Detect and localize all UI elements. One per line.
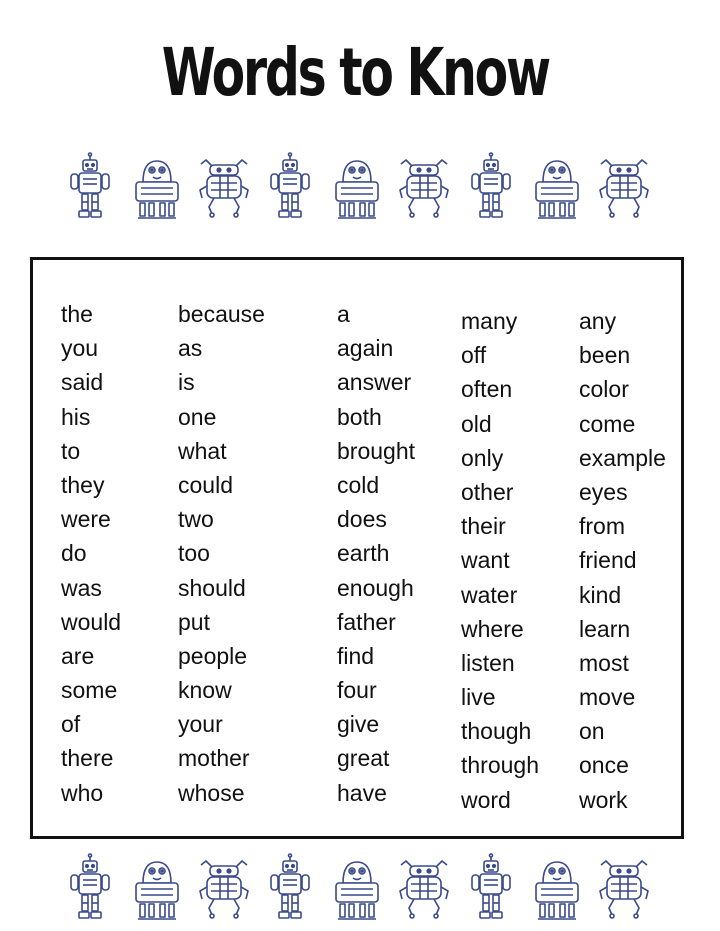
tall-robot-icon — [529, 853, 585, 925]
word: learn — [579, 615, 631, 642]
word: word — [461, 786, 511, 813]
word: any — [579, 308, 617, 334]
word: brought — [337, 437, 416, 464]
spider-robot-icon — [596, 853, 652, 925]
word: father — [337, 608, 396, 635]
word: do — [61, 540, 87, 567]
tall-robot-icon — [129, 152, 185, 224]
page-title: Words to Know — [161, 34, 549, 111]
word-column-5 — [579, 304, 666, 817]
word: friend — [579, 547, 637, 574]
word: enough — [337, 574, 414, 601]
word: only — [461, 444, 504, 471]
word-column-4 — [461, 304, 539, 817]
word: their — [461, 513, 506, 540]
word: said — [61, 369, 104, 396]
word: some — [61, 677, 118, 704]
word: though — [461, 718, 532, 745]
standing-robot-icon — [463, 152, 519, 224]
word: often — [461, 376, 513, 403]
spider-robot-icon — [596, 152, 652, 224]
word: other — [461, 478, 514, 505]
tall-robot-icon — [329, 152, 385, 224]
word: because — [178, 301, 265, 327]
word: answer — [337, 369, 412, 396]
standing-robot-icon — [262, 853, 318, 925]
word: on — [579, 718, 605, 745]
word: would — [61, 608, 122, 635]
tall-robot-icon — [329, 853, 385, 925]
word: is — [178, 369, 195, 396]
standing-robot-icon — [463, 853, 519, 925]
word-column-1 — [61, 297, 121, 810]
word: color — [579, 376, 629, 403]
word-column-2 — [178, 297, 265, 810]
word: live — [461, 684, 496, 711]
word: of — [61, 711, 81, 738]
word: again — [337, 335, 394, 362]
word: work — [579, 786, 628, 813]
word: listen — [461, 649, 515, 676]
word: the — [61, 301, 93, 327]
word: through — [461, 752, 540, 779]
word: once — [579, 752, 629, 779]
word: most — [579, 649, 629, 676]
word: water — [461, 581, 518, 608]
word: have — [337, 779, 387, 806]
word: what — [178, 437, 227, 464]
word-list-box — [30, 257, 684, 839]
word: his — [61, 403, 91, 430]
word: where — [461, 615, 524, 642]
spider-robot-icon — [196, 853, 252, 925]
word: been — [579, 342, 631, 369]
word: your — [178, 711, 223, 738]
word: off — [461, 342, 487, 369]
tall-robot-icon — [529, 152, 585, 224]
word: are — [61, 642, 95, 669]
spider-robot-icon — [196, 152, 252, 224]
word-column-3 — [337, 297, 415, 810]
standing-robot-icon — [62, 853, 118, 925]
word: from — [579, 513, 625, 540]
word: both — [337, 403, 382, 430]
word: come — [579, 410, 636, 437]
word: put — [178, 608, 210, 635]
word: great — [337, 745, 390, 772]
word: you — [61, 335, 99, 362]
word: a — [337, 301, 350, 327]
word: kind — [579, 581, 622, 608]
word: does — [337, 506, 387, 533]
word: to — [61, 437, 81, 464]
robot-border-bottom — [62, 853, 652, 925]
tall-robot-icon — [129, 853, 185, 925]
word: know — [178, 677, 232, 704]
word: mother — [178, 745, 250, 772]
word: old — [461, 410, 492, 437]
word: was — [61, 574, 102, 601]
standing-robot-icon — [262, 152, 318, 224]
word: who — [61, 779, 104, 806]
word: give — [337, 711, 380, 738]
spider-robot-icon — [396, 853, 452, 925]
word: cold — [337, 471, 380, 498]
word: earth — [337, 540, 390, 567]
word: too — [178, 540, 210, 567]
word: people — [178, 642, 248, 669]
word: example — [579, 444, 666, 471]
word: want — [461, 547, 510, 574]
word: should — [178, 574, 246, 601]
word: as — [178, 335, 203, 362]
word: were — [61, 506, 111, 533]
word: four — [337, 677, 377, 704]
word: there — [61, 745, 114, 772]
word: could — [178, 471, 233, 498]
word: whose — [178, 779, 245, 806]
word: two — [178, 506, 214, 533]
standing-robot-icon — [62, 152, 118, 224]
word: find — [337, 642, 375, 669]
word: one — [178, 403, 217, 430]
word: many — [461, 308, 518, 334]
word: move — [579, 684, 636, 711]
spider-robot-icon — [396, 152, 452, 224]
word: eyes — [579, 478, 628, 505]
word: they — [61, 471, 105, 498]
robot-border-top — [62, 152, 652, 224]
